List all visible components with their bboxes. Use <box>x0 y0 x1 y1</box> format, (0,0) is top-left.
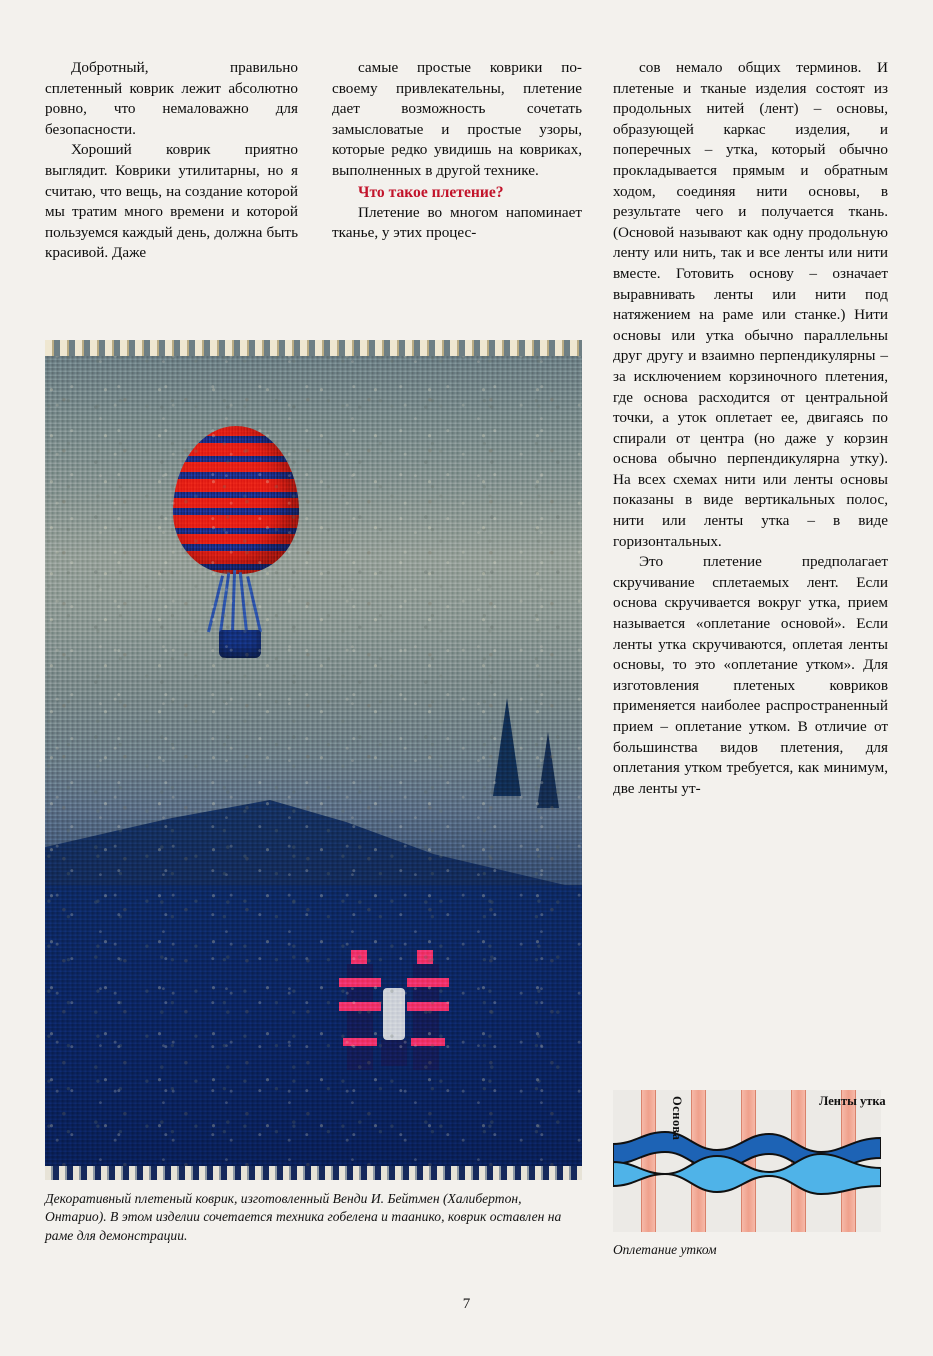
diagram-figure <box>613 1090 893 1290</box>
paragraph: сов немало общих терминов. И плетеные и тканые изделия состоят из продольных нитей (лент) – основы, образующей каркас изделия, и поперечных – утка, который обычно прокладывается прямым и обратным ходом, соединяя нити основы, в результате чего и получается ткань. (Основой называют как одну продольную ленту или нить, так и все ленты или нити вместе. Готовить основу – означает выравнивать ленты или нити под натяжением на раме или станке.) Нити основы или утка обычно параллельны друг другу и взаимно перпендикулярны – за исключением корзиночного плетения, где основа расходится от центральной точки, а уток оплетает ее, двигаясь по спирали от центра (но даже у корзин основа обычно перпендикулярна утку). На всех схемах нити или ленты основы показаны в виде вертикальных полос, нити или ленты утка – в виде горизонтальных. <box>613 59 888 550</box>
weft-twining-diagram <box>613 1090 886 1232</box>
diagram-label-warp: Основа <box>670 1096 684 1141</box>
rug-top-fringe <box>45 340 582 356</box>
photo-figure <box>45 340 582 1180</box>
paragraph: Добротный, правильно сплетенный коврик лежит абсолютно ровно, что немаловажно для безопасности. <box>45 59 298 138</box>
paragraph: Это плетение предполагает скручивание сплетаемых лент. Если основа скручивается вокруг утка, прием называется «оплетание основой». Если ленты утка скручиваются, оплетая ленты основы, то это «оплетание утком». Для изготовления плетеных ковриков применяется наиболее распространенный прием – оплетание утком. В отличие от большинства видов плетения, для оплетания утком требуется, как минимум, две ленты ут- <box>613 553 888 797</box>
weave-speckle-texture <box>45 340 582 1180</box>
rug-bottom-fringe <box>45 1166 582 1180</box>
text-column-right <box>613 58 888 799</box>
photo-caption: Декоративный плетеный коврик, изготовленный Венди И. Бейтмен (Халибертон, Онтарио). В этом изделии сочетается техника гобелена и таанико, коврик оставлен на раме для демонстрации. <box>45 1191 562 1243</box>
rug-photograph <box>45 340 582 1180</box>
section-subheading: Что такое плетение? <box>358 183 504 201</box>
diagram-label-weft: Ленты утка <box>819 1094 886 1108</box>
weft-strands-graphic <box>613 1128 881 1198</box>
paragraph: Хороший коврик приятно выглядит. Коврики утилитарны, но я считаю, что вещь, на создание которой мы тратим много времени и которой пользуемся каждый день, должна быть красивой. Даже <box>45 141 298 262</box>
paragraph: самые простые коврики по-своему привлекательны, плетение дает возможность сочетать замысловатые и простые узоры, которые редко увидишь на ковриках, выполненных в другой технике. <box>332 59 582 179</box>
page-number: 7 <box>462 1296 471 1312</box>
paragraph: Плетение во многом напоминает тканье, у этих процес- <box>332 203 582 242</box>
text-column-middle <box>332 58 582 244</box>
diagram-caption: Оплетание утком <box>613 1242 717 1257</box>
text-column-left <box>45 58 298 264</box>
